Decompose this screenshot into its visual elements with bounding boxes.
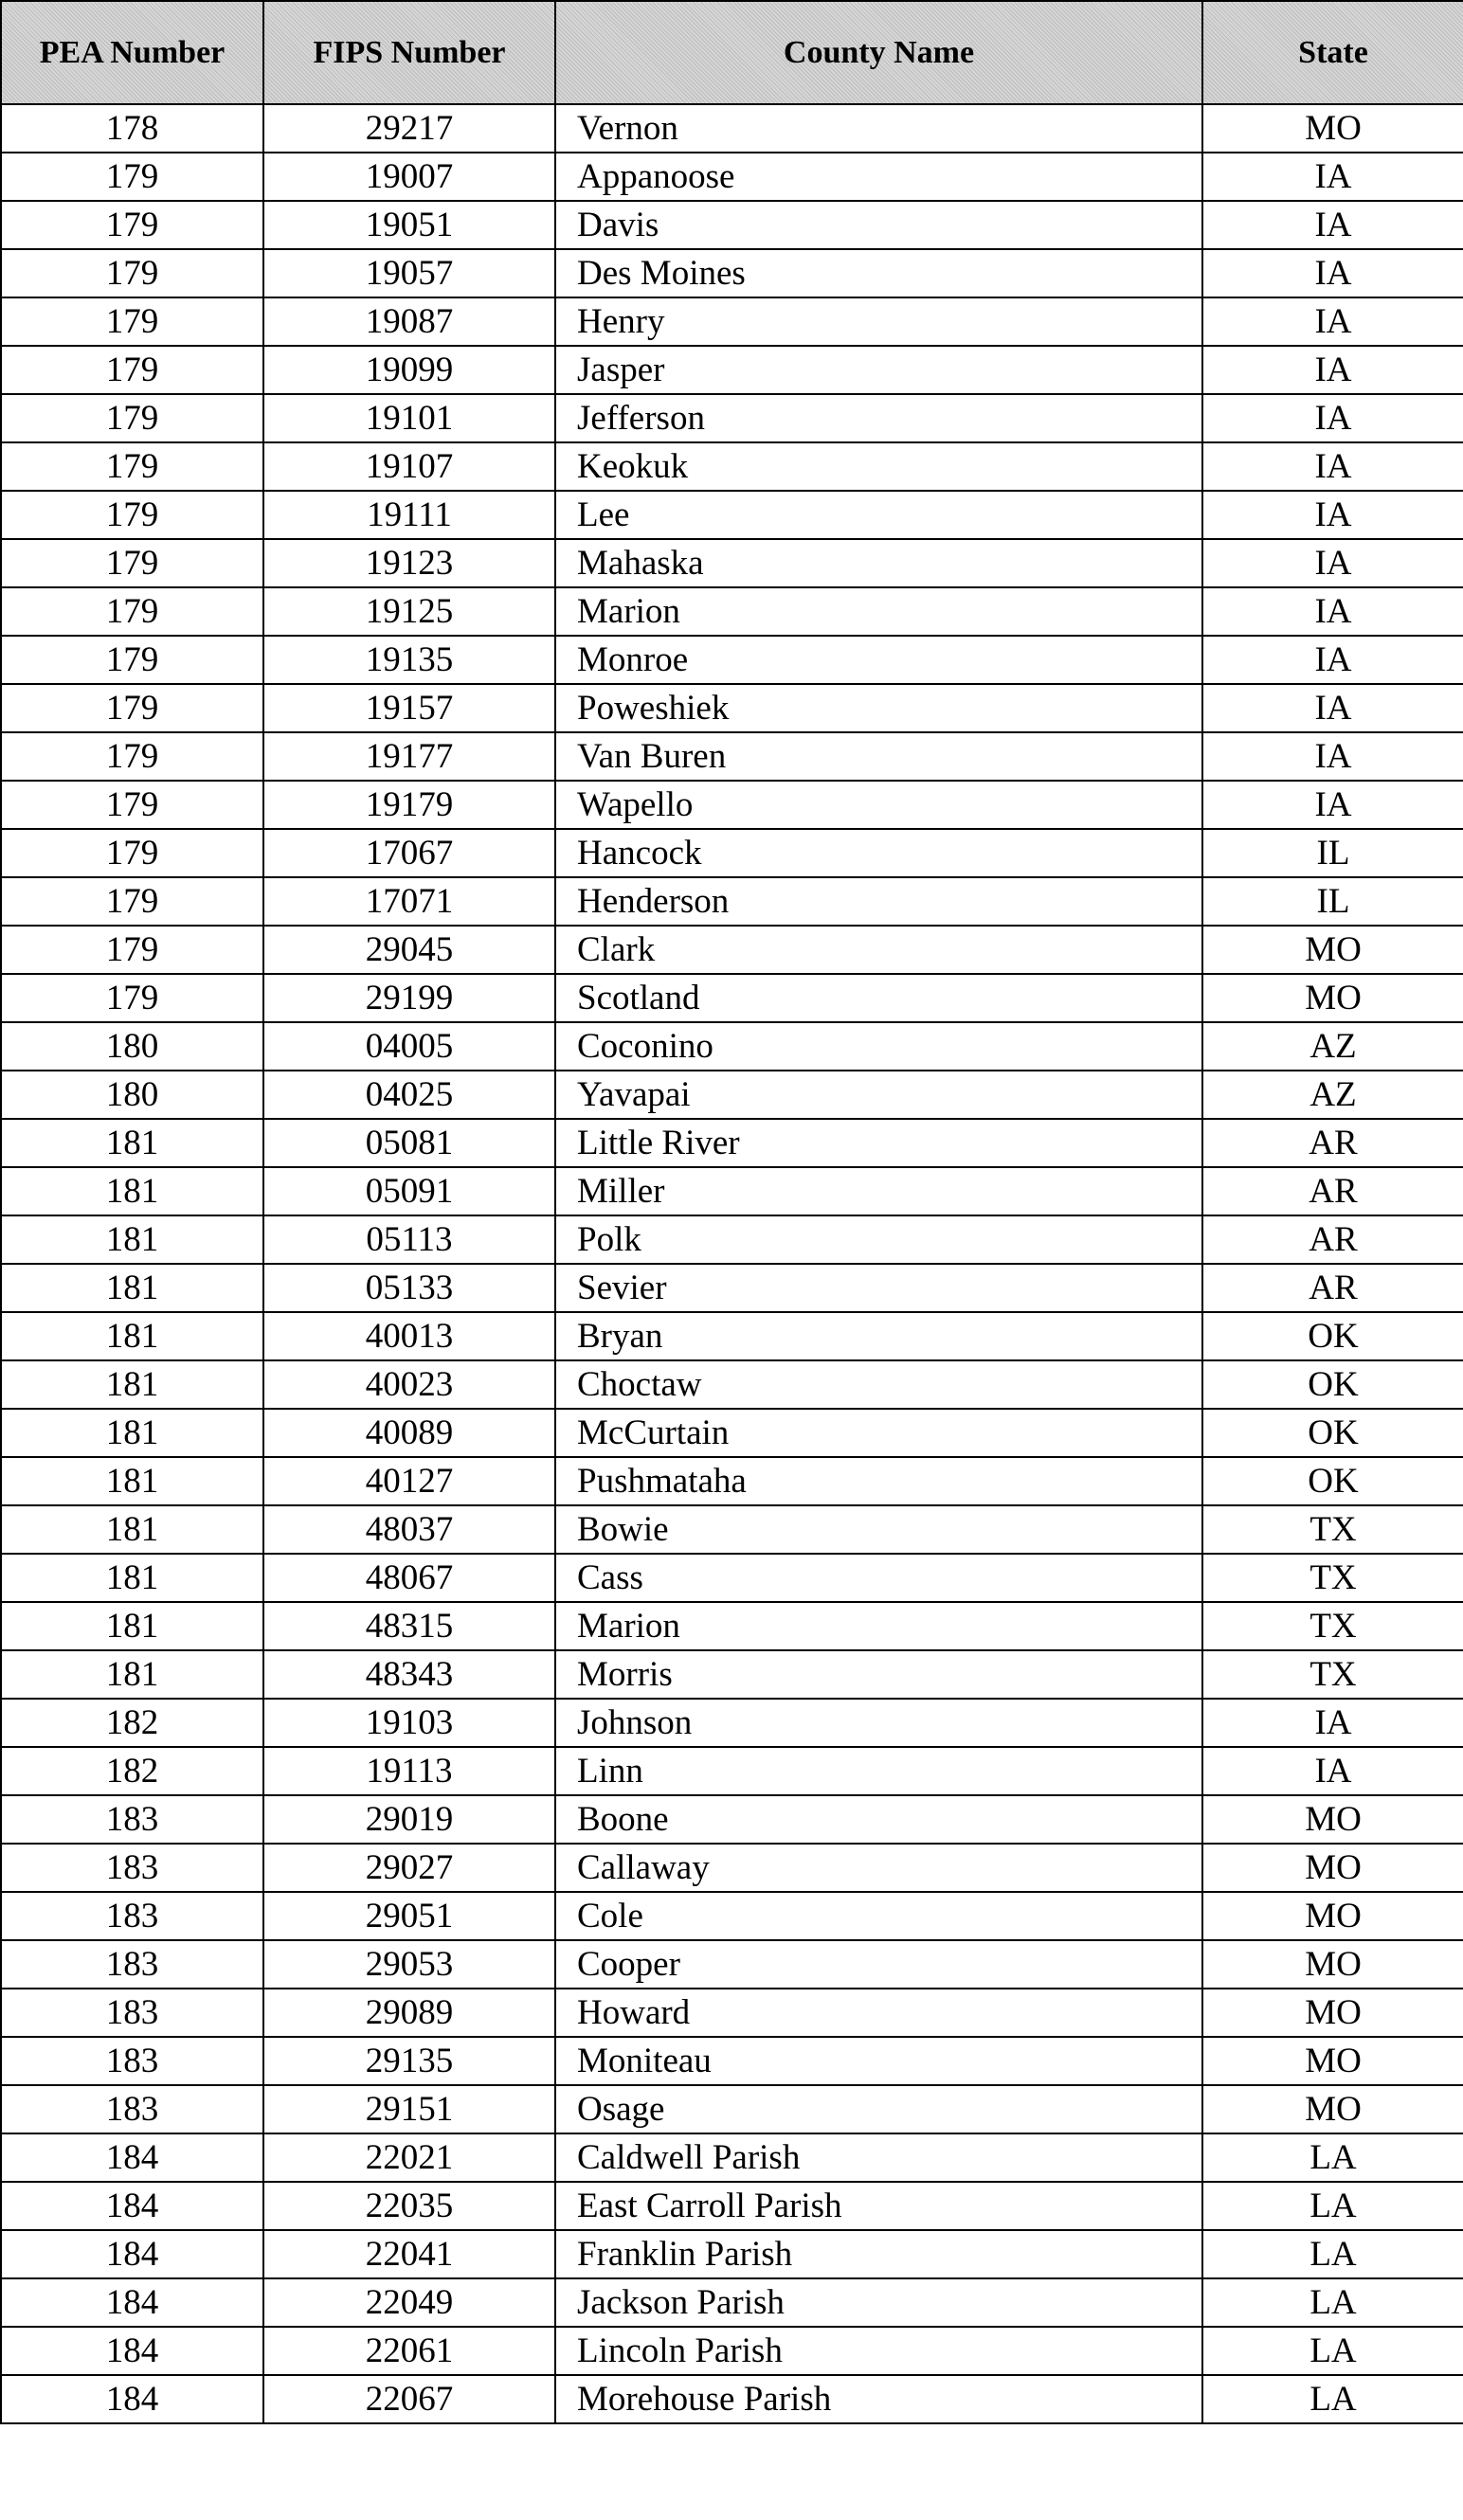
cell-state: AR bbox=[1202, 1215, 1463, 1264]
cell-fips-number: 19087 bbox=[263, 297, 555, 346]
cell-fips-number: 29045 bbox=[263, 926, 555, 974]
cell-fips-number: 05113 bbox=[263, 1215, 555, 1264]
cell-county-name: Little River bbox=[555, 1119, 1202, 1167]
cell-pea-number: 179 bbox=[1, 442, 263, 491]
cell-fips-number: 48315 bbox=[263, 1602, 555, 1650]
table-row bbox=[1, 2375, 1463, 2423]
table-row bbox=[1, 1844, 1463, 1892]
table-row bbox=[1, 974, 1463, 1022]
cell-fips-number: 22041 bbox=[263, 2230, 555, 2278]
cell-state: OK bbox=[1202, 1360, 1463, 1409]
cell-state: MO bbox=[1202, 1892, 1463, 1940]
cell-county-name: Moniteau bbox=[555, 2037, 1202, 2085]
cell-county-name: Scotland bbox=[555, 974, 1202, 1022]
table-header bbox=[1, 1, 1463, 104]
cell-county-name: Choctaw bbox=[555, 1360, 1202, 1409]
cell-pea-number: 181 bbox=[1, 1650, 263, 1699]
cell-county-name: Jasper bbox=[555, 346, 1202, 394]
cell-fips-number: 19123 bbox=[263, 539, 555, 587]
table-row bbox=[1, 684, 1463, 732]
cell-fips-number: 19179 bbox=[263, 781, 555, 829]
cell-county-name: Polk bbox=[555, 1215, 1202, 1264]
table-row bbox=[1, 1071, 1463, 1119]
table-row bbox=[1, 249, 1463, 297]
table-row bbox=[1, 297, 1463, 346]
cell-pea-number: 179 bbox=[1, 926, 263, 974]
cell-pea-number: 179 bbox=[1, 877, 263, 926]
cell-fips-number: 48343 bbox=[263, 1650, 555, 1699]
cell-pea-number: 183 bbox=[1, 1795, 263, 1844]
cell-pea-number: 178 bbox=[1, 104, 263, 153]
cell-pea-number: 179 bbox=[1, 781, 263, 829]
cell-state: LA bbox=[1202, 2375, 1463, 2423]
cell-state: IA bbox=[1202, 442, 1463, 491]
cell-county-name: Davis bbox=[555, 201, 1202, 249]
cell-county-name: East Carroll Parish bbox=[555, 2182, 1202, 2230]
table-row bbox=[1, 1699, 1463, 1747]
cell-pea-number: 181 bbox=[1, 1409, 263, 1457]
cell-state: AR bbox=[1202, 1264, 1463, 1312]
cell-county-name: Lee bbox=[555, 491, 1202, 539]
cell-pea-number: 180 bbox=[1, 1022, 263, 1071]
cell-pea-number: 181 bbox=[1, 1360, 263, 1409]
cell-fips-number: 29027 bbox=[263, 1844, 555, 1892]
table-row bbox=[1, 1119, 1463, 1167]
table-row bbox=[1, 1022, 1463, 1071]
cell-pea-number: 183 bbox=[1, 2085, 263, 2133]
cell-pea-number: 182 bbox=[1, 1699, 263, 1747]
table-row bbox=[1, 1167, 1463, 1215]
cell-state: IA bbox=[1202, 539, 1463, 587]
cell-state: IA bbox=[1202, 1747, 1463, 1795]
table-row bbox=[1, 153, 1463, 201]
cell-fips-number: 29089 bbox=[263, 1989, 555, 2037]
table-row bbox=[1, 201, 1463, 249]
cell-fips-number: 40013 bbox=[263, 1312, 555, 1360]
cell-state: LA bbox=[1202, 2278, 1463, 2327]
cell-state: IA bbox=[1202, 201, 1463, 249]
cell-county-name: Van Buren bbox=[555, 732, 1202, 781]
cell-county-name: Johnson bbox=[555, 1699, 1202, 1747]
cell-state: IA bbox=[1202, 153, 1463, 201]
cell-county-name: Lincoln Parish bbox=[555, 2327, 1202, 2375]
cell-county-name: Monroe bbox=[555, 636, 1202, 684]
table-row bbox=[1, 2133, 1463, 2182]
cell-state: MO bbox=[1202, 926, 1463, 974]
cell-state: LA bbox=[1202, 2182, 1463, 2230]
cell-county-name: Mahaska bbox=[555, 539, 1202, 587]
cell-state: LA bbox=[1202, 2133, 1463, 2182]
cell-state: MO bbox=[1202, 974, 1463, 1022]
cell-state: IA bbox=[1202, 587, 1463, 636]
cell-county-name: Jackson Parish bbox=[555, 2278, 1202, 2327]
cell-county-name: Caldwell Parish bbox=[555, 2133, 1202, 2182]
table-row bbox=[1, 877, 1463, 926]
cell-state: OK bbox=[1202, 1457, 1463, 1505]
cell-fips-number: 29135 bbox=[263, 2037, 555, 2085]
cell-pea-number: 181 bbox=[1, 1119, 263, 1167]
cell-county-name: Linn bbox=[555, 1747, 1202, 1795]
cell-fips-number: 29051 bbox=[263, 1892, 555, 1940]
cell-county-name: Bowie bbox=[555, 1505, 1202, 1554]
cell-pea-number: 183 bbox=[1, 2037, 263, 2085]
cell-pea-number: 181 bbox=[1, 1554, 263, 1602]
cell-pea-number: 183 bbox=[1, 1844, 263, 1892]
table-row bbox=[1, 587, 1463, 636]
cell-state: MO bbox=[1202, 1844, 1463, 1892]
cell-pea-number: 181 bbox=[1, 1215, 263, 1264]
cell-pea-number: 179 bbox=[1, 587, 263, 636]
cell-county-name: Morris bbox=[555, 1650, 1202, 1699]
cell-state: OK bbox=[1202, 1312, 1463, 1360]
cell-state: OK bbox=[1202, 1409, 1463, 1457]
cell-fips-number: 40023 bbox=[263, 1360, 555, 1409]
cell-county-name: Osage bbox=[555, 2085, 1202, 2133]
cell-state: MO bbox=[1202, 2037, 1463, 2085]
cell-pea-number: 179 bbox=[1, 346, 263, 394]
table-row bbox=[1, 1409, 1463, 1457]
cell-county-name: Henderson bbox=[555, 877, 1202, 926]
cell-fips-number: 19007 bbox=[263, 153, 555, 201]
cell-pea-number: 179 bbox=[1, 539, 263, 587]
cell-state: MO bbox=[1202, 104, 1463, 153]
cell-state: IA bbox=[1202, 636, 1463, 684]
header-county-name: County Name bbox=[555, 1, 1202, 104]
table-body bbox=[1, 104, 1463, 2423]
table-row bbox=[1, 2230, 1463, 2278]
table-row bbox=[1, 491, 1463, 539]
table-row bbox=[1, 781, 1463, 829]
table-row bbox=[1, 2278, 1463, 2327]
table-row bbox=[1, 1264, 1463, 1312]
cell-fips-number: 40089 bbox=[263, 1409, 555, 1457]
cell-county-name: McCurtain bbox=[555, 1409, 1202, 1457]
header-row bbox=[1, 1, 1463, 104]
cell-pea-number: 181 bbox=[1, 1457, 263, 1505]
cell-pea-number: 179 bbox=[1, 394, 263, 442]
table-row bbox=[1, 2037, 1463, 2085]
cell-state: TX bbox=[1202, 1602, 1463, 1650]
cell-state: LA bbox=[1202, 2230, 1463, 2278]
cell-pea-number: 179 bbox=[1, 297, 263, 346]
cell-fips-number: 29199 bbox=[263, 974, 555, 1022]
table-row bbox=[1, 394, 1463, 442]
cell-pea-number: 179 bbox=[1, 249, 263, 297]
table-row bbox=[1, 732, 1463, 781]
cell-pea-number: 183 bbox=[1, 1892, 263, 1940]
cell-fips-number: 19107 bbox=[263, 442, 555, 491]
cell-state: TX bbox=[1202, 1650, 1463, 1699]
table-row bbox=[1, 346, 1463, 394]
cell-fips-number: 19111 bbox=[263, 491, 555, 539]
table-row bbox=[1, 1457, 1463, 1505]
cell-fips-number: 19135 bbox=[263, 636, 555, 684]
table-row bbox=[1, 1602, 1463, 1650]
cell-pea-number: 180 bbox=[1, 1071, 263, 1119]
cell-state: IA bbox=[1202, 346, 1463, 394]
cell-fips-number: 40127 bbox=[263, 1457, 555, 1505]
cell-state: AR bbox=[1202, 1119, 1463, 1167]
cell-fips-number: 19103 bbox=[263, 1699, 555, 1747]
cell-fips-number: 22049 bbox=[263, 2278, 555, 2327]
cell-state: TX bbox=[1202, 1505, 1463, 1554]
cell-state: MO bbox=[1202, 1940, 1463, 1989]
cell-fips-number: 19099 bbox=[263, 346, 555, 394]
table-row bbox=[1, 1989, 1463, 2037]
cell-pea-number: 182 bbox=[1, 1747, 263, 1795]
cell-county-name: Cass bbox=[555, 1554, 1202, 1602]
cell-pea-number: 179 bbox=[1, 684, 263, 732]
header-state: State bbox=[1202, 1, 1463, 104]
cell-county-name: Coconino bbox=[555, 1022, 1202, 1071]
table-row bbox=[1, 1940, 1463, 1989]
cell-state: IA bbox=[1202, 732, 1463, 781]
cell-state: IA bbox=[1202, 684, 1463, 732]
cell-county-name: Sevier bbox=[555, 1264, 1202, 1312]
cell-county-name: Miller bbox=[555, 1167, 1202, 1215]
cell-fips-number: 19101 bbox=[263, 394, 555, 442]
table-row bbox=[1, 1747, 1463, 1795]
table-row bbox=[1, 1312, 1463, 1360]
cell-county-name: Poweshiek bbox=[555, 684, 1202, 732]
cell-fips-number: 19113 bbox=[263, 1747, 555, 1795]
cell-county-name: Bryan bbox=[555, 1312, 1202, 1360]
cell-fips-number: 19057 bbox=[263, 249, 555, 297]
cell-state: MO bbox=[1202, 1795, 1463, 1844]
table-row bbox=[1, 1892, 1463, 1940]
table-row bbox=[1, 2085, 1463, 2133]
cell-county-name: Boone bbox=[555, 1795, 1202, 1844]
cell-pea-number: 184 bbox=[1, 2278, 263, 2327]
cell-county-name: Marion bbox=[555, 1602, 1202, 1650]
cell-state: LA bbox=[1202, 2327, 1463, 2375]
cell-pea-number: 181 bbox=[1, 1167, 263, 1215]
cell-county-name: Pushmataha bbox=[555, 1457, 1202, 1505]
table-row bbox=[1, 1650, 1463, 1699]
cell-county-name: Clark bbox=[555, 926, 1202, 974]
cell-county-name: Keokuk bbox=[555, 442, 1202, 491]
cell-fips-number: 48037 bbox=[263, 1505, 555, 1554]
cell-pea-number: 181 bbox=[1, 1602, 263, 1650]
cell-county-name: Howard bbox=[555, 1989, 1202, 2037]
cell-state: IL bbox=[1202, 829, 1463, 877]
cell-fips-number: 04025 bbox=[263, 1071, 555, 1119]
cell-county-name: Franklin Parish bbox=[555, 2230, 1202, 2278]
cell-fips-number: 19125 bbox=[263, 587, 555, 636]
cell-county-name: Appanoose bbox=[555, 153, 1202, 201]
cell-fips-number: 05081 bbox=[263, 1119, 555, 1167]
cell-county-name: Jefferson bbox=[555, 394, 1202, 442]
cell-county-name: Cole bbox=[555, 1892, 1202, 1940]
cell-fips-number: 29217 bbox=[263, 104, 555, 153]
cell-state: IA bbox=[1202, 1699, 1463, 1747]
cell-pea-number: 184 bbox=[1, 2327, 263, 2375]
cell-state: IL bbox=[1202, 877, 1463, 926]
cell-state: AZ bbox=[1202, 1022, 1463, 1071]
cell-pea-number: 179 bbox=[1, 974, 263, 1022]
table-row bbox=[1, 1505, 1463, 1554]
cell-fips-number: 29019 bbox=[263, 1795, 555, 1844]
header-fips-number: FIPS Number bbox=[263, 1, 555, 104]
cell-pea-number: 179 bbox=[1, 491, 263, 539]
table-row bbox=[1, 1360, 1463, 1409]
cell-pea-number: 184 bbox=[1, 2230, 263, 2278]
cell-fips-number: 17067 bbox=[263, 829, 555, 877]
table-row bbox=[1, 539, 1463, 587]
cell-fips-number: 05133 bbox=[263, 1264, 555, 1312]
cell-state: AR bbox=[1202, 1167, 1463, 1215]
cell-state: IA bbox=[1202, 491, 1463, 539]
table-row bbox=[1, 1795, 1463, 1844]
cell-state: IA bbox=[1202, 297, 1463, 346]
table-row bbox=[1, 2182, 1463, 2230]
cell-fips-number: 29151 bbox=[263, 2085, 555, 2133]
cell-county-name: Vernon bbox=[555, 104, 1202, 153]
cell-fips-number: 29053 bbox=[263, 1940, 555, 1989]
cell-fips-number: 19177 bbox=[263, 732, 555, 781]
cell-county-name: Cooper bbox=[555, 1940, 1202, 1989]
table-row bbox=[1, 829, 1463, 877]
cell-fips-number: 04005 bbox=[263, 1022, 555, 1071]
cell-state: IA bbox=[1202, 781, 1463, 829]
cell-fips-number: 48067 bbox=[263, 1554, 555, 1602]
cell-pea-number: 181 bbox=[1, 1312, 263, 1360]
cell-state: TX bbox=[1202, 1554, 1463, 1602]
cell-pea-number: 181 bbox=[1, 1505, 263, 1554]
cell-fips-number: 22067 bbox=[263, 2375, 555, 2423]
cell-pea-number: 181 bbox=[1, 1264, 263, 1312]
table-row bbox=[1, 636, 1463, 684]
cell-state: IA bbox=[1202, 394, 1463, 442]
cell-state: AZ bbox=[1202, 1071, 1463, 1119]
cell-county-name: Henry bbox=[555, 297, 1202, 346]
cell-state: IA bbox=[1202, 249, 1463, 297]
table-row bbox=[1, 926, 1463, 974]
cell-pea-number: 184 bbox=[1, 2182, 263, 2230]
cell-county-name: Yavapai bbox=[555, 1071, 1202, 1119]
cell-county-name: Marion bbox=[555, 587, 1202, 636]
cell-fips-number: 19051 bbox=[263, 201, 555, 249]
table-row bbox=[1, 1215, 1463, 1264]
cell-fips-number: 17071 bbox=[263, 877, 555, 926]
cell-fips-number: 22035 bbox=[263, 2182, 555, 2230]
cell-fips-number: 22061 bbox=[263, 2327, 555, 2375]
table-row bbox=[1, 1554, 1463, 1602]
cell-state: MO bbox=[1202, 2085, 1463, 2133]
cell-pea-number: 179 bbox=[1, 153, 263, 201]
cell-county-name: Wapello bbox=[555, 781, 1202, 829]
cell-county-name: Des Moines bbox=[555, 249, 1202, 297]
cell-pea-number: 183 bbox=[1, 1989, 263, 2037]
cell-state: MO bbox=[1202, 1989, 1463, 2037]
cell-pea-number: 179 bbox=[1, 636, 263, 684]
cell-pea-number: 184 bbox=[1, 2375, 263, 2423]
cell-pea-number: 184 bbox=[1, 2133, 263, 2182]
cell-pea-number: 179 bbox=[1, 829, 263, 877]
cell-county-name: Hancock bbox=[555, 829, 1202, 877]
table-row bbox=[1, 2327, 1463, 2375]
cell-pea-number: 179 bbox=[1, 201, 263, 249]
cell-fips-number: 19157 bbox=[263, 684, 555, 732]
table-row bbox=[1, 104, 1463, 153]
cell-fips-number: 05091 bbox=[263, 1167, 555, 1215]
cell-pea-number: 179 bbox=[1, 732, 263, 781]
header-pea-number: PEA Number bbox=[1, 1, 263, 104]
cell-county-name: Callaway bbox=[555, 1844, 1202, 1892]
cell-pea-number: 183 bbox=[1, 1940, 263, 1989]
cell-fips-number: 22021 bbox=[263, 2133, 555, 2182]
cell-county-name: Morehouse Parish bbox=[555, 2375, 1202, 2423]
table-row bbox=[1, 442, 1463, 491]
